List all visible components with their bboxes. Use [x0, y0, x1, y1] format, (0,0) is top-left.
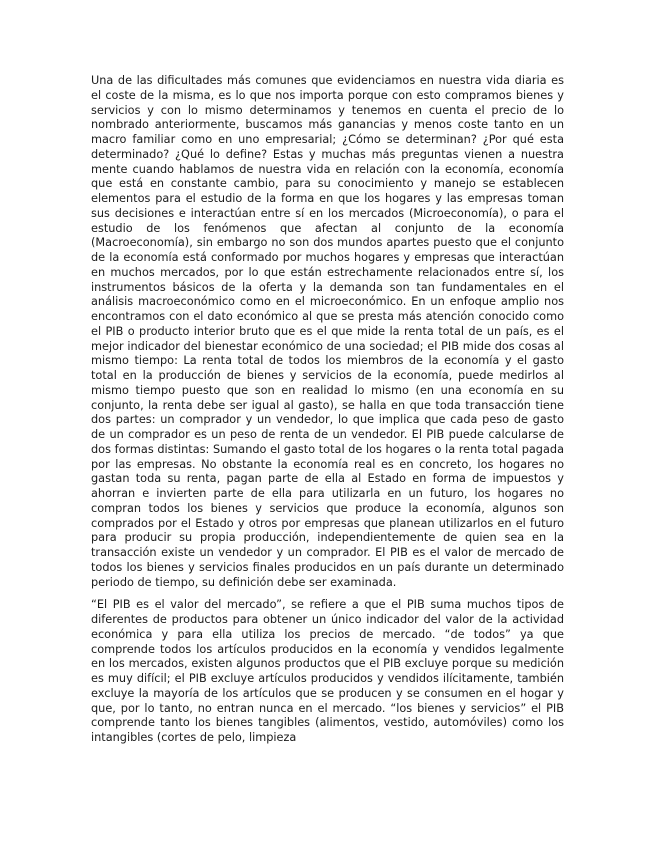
document-body — [91, 74, 564, 746]
paragraph-1: Una de las dificultades más comunes que evidenciamos en nuestra vida diaria es el coste de la misma, es lo que nos importa porque con esto compramos bienes y servicios y con lo mismo determinamos y tenemos en cuenta el precio de lo nombrado anteriormente, buscamos más ganancias y menos coste tanto en un macro familiar como en uno empresarial; ¿Cómo se determinan? ¿Por qué esta determinado? ¿Qué lo define? Estas y muchas más preguntas vienen a nuestra mente cuando hablamos de nuestra vida en relación con la economía, economía que está en constante cambio, para su conocimiento y manejo se establecen elementos para el estudio de la forma en que los hogares y las empresas toman sus decisiones e interactúan entre sí en los mercados (Microeconomía), o para el estudio de los fenómenos que afectan al conjunto de la economía (Macroeconomía), sin embargo no son dos mundos apartes puesto que el conjunto de la economía está conformado por muchos hogares y empresas que interactúan en muchos mercados, por lo que están estrechamente relacionados entre sí, los instrumentos básicos de la oferta y la demanda son tan fundamentales en el análisis macroeconómico como en el microeconómico. En un enfoque amplio nos encontramos con el dato económico al que se presta más atención conocido como el PIB o producto interior bruto que es el que mide la renta total de un país, es el mejor indicador del bienestar económico de una sociedad; el PIB mide dos cosas al mismo tiempo: La renta total de todos los miembros de la economía y el gasto total en la producción de bienes y servicios de la economía, puede medirlos al mismo tiempo puesto que son en realidad lo mismo (en una economía en su conjunto, la renta debe ser igual al gasto), se halla en que toda transacción tiene dos partes: un comprador y un vendedor, lo que implica que cada peso de gasto de un comprador es un peso de renta de un vendedor. El PIB puede calcularse de dos formas distintas: Sumando el gasto total de los hogares o la renta total pagada por las empresas. No obstante la economía real es en concreto, los hogares no gastan toda su renta, pagan parte de ella al Estado en forma de impuestos y ahorran e invierten parte de ella para utilizarla en un futuro, los hogares no compran todos los bienes y servicios que produce la economía, algunos son comprados por el Estado y otros por empresas que planean utilizarlos en el futuro para producir su propia producción, independientemente de quien sea en la transacción existe un vendedor y un comprador. El PIB es el valor de mercado de todos los bienes y servicios finales producidos en un país durante un determinado periodo de tiempo, su definición debe ser examinada. — [91, 74, 564, 589]
paragraph-2: “El PIB es el valor del mercado”, se refiere a que el PIB suma muchos tipos de diferentes de productos para obtener un único indicador del valor de la actividad económica y para ella utiliza los precios de mercado. “de todos” ya que comprende todos los artículos producidos en la economía y vendidos legalmente en los mercados, existen algunos productos que el PIB excluye porque su medición es muy difícil; el PIB excluye artículos producidos y vendidos ilícitamente, también excluye la mayoría de los artículos que se producen y se consumen en el hogar y que, por lo tanto, no entran nunca en el mercado. “los bienes y servicios” el PIB comprende tanto los bienes tangibles (alimentos, vestido, automóviles) como los intangibles (cortes de pelo, limpieza — [91, 598, 564, 744]
